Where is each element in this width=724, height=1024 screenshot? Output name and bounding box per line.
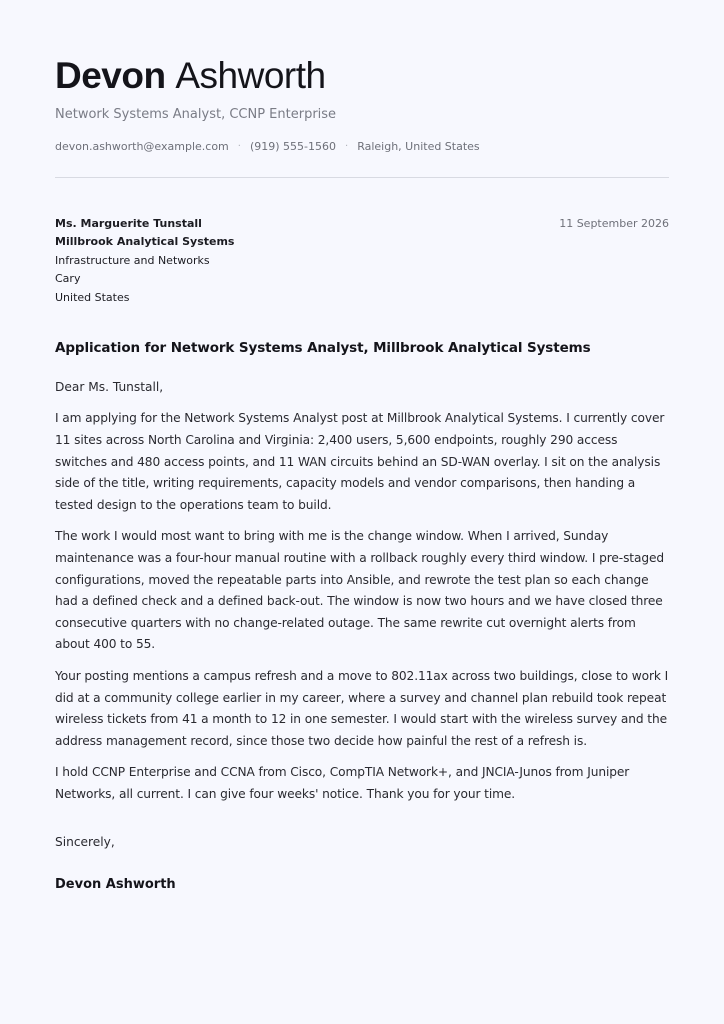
contact-phone: (919) 555-1560 — [249, 140, 337, 153]
body-paragraph: I hold CCNP Enterprise and CCNA from Cisco, CompTIA Network+, and JNCIA-Junos from Juniper Networks, all current. I can give four weeks' notice. Thank you for your time. — [55, 765, 630, 801]
signature: Devon Ashworth — [55, 876, 176, 892]
body-paragraph: I am applying for the Network Systems Analyst post at Millbrook Analytical Systems. I currently cover 11 sites across North Carolina and Virginia: 2,400 users, 5,600 endpoints, roughly 290 access switches and 480 access points, and 11 WAN circuits behind an SD-WAN overlay. I sit on the analysis side of the title, writing requirements, capacity models and vendor comparisons, then handing a tested design to the operations team to build. — [55, 411, 665, 512]
salutation: Dear Ms. Tunstall, — [55, 380, 164, 395]
applicant-title: Network Systems Analyst, CCNP Enterprise — [55, 107, 337, 122]
recipient-address — [55, 215, 234, 307]
contact-separator: · — [237, 141, 241, 152]
applicant-name — [55, 56, 669, 96]
contact-location: Raleigh, United States — [357, 140, 480, 153]
recipient-city: Cary — [55, 272, 81, 286]
address-block — [55, 215, 669, 307]
applicant-first-name: Devon — [55, 55, 166, 96]
body-paragraph: Your posting mentions a campus refresh and a move to 802.11ax across two buildings, close to work I did at a community college earlier in my career, where a survey and channel plan rebuild took repeat wireless tickets from 41 a month to 12 in one semester. I would start with the wireless survey and the address management record, since those two decide how painful the rest of a refresh is. — [55, 668, 669, 748]
closing: Sincerely, — [55, 834, 115, 849]
recipient-company: Millbrook Analytical Systems — [55, 235, 235, 249]
recipient-country: United States — [55, 290, 130, 304]
contact-line — [55, 139, 669, 155]
letter-date: 11 September 2026 — [559, 217, 669, 230]
applicant-last-name: Ashworth — [175, 55, 326, 96]
letter-subject: Application for Network Systems Analyst, Millbrook Analytical Systems — [55, 340, 591, 357]
recipient-name: Ms. Marguerite Tunstall — [55, 217, 202, 230]
body-paragraph: The work I would most want to bring with me is the change window. When I arrived, Sunday maintenance was a four-hour manual routine with a rollback roughly every third window. I pre-staged configurations, moved the repeatable parts into Ansible, and rewrote the test plan so each change had a defined check and a defined back-out. The window is now two hours and we have closed three consecutive quarters with no change-related outage. The same rewrite cut overnight alerts from about 400 to 55. — [55, 529, 665, 652]
header-divider — [55, 177, 669, 178]
contact-email: devon.ashworth@example.com — [55, 140, 229, 153]
contact-separator: · — [345, 141, 349, 152]
recipient-department: Infrastructure and Networks — [55, 253, 210, 267]
